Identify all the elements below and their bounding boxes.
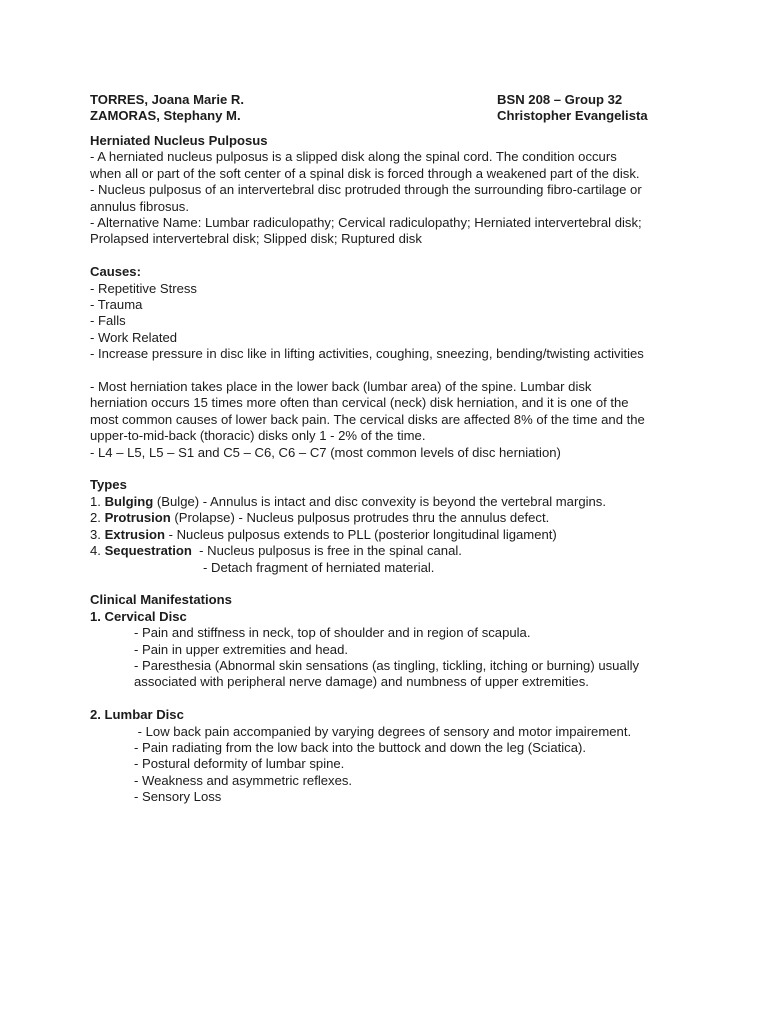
type-term: Bulging: [104, 493, 154, 509]
clinical-title: Clinical Manifestations: [90, 592, 232, 608]
cervical-line: - Pain in upper extremities and head.: [134, 641, 348, 657]
cervical-line: associated with peripheral nerve damage) and numbness of upper extremities.: [134, 674, 589, 690]
cause-item: - Increase pressure in disc like in lifting activities, coughing, sneezing, bending/twisting activities: [90, 346, 644, 362]
document-header: [90, 92, 690, 125]
cause-item: - Repetitive Stress: [90, 280, 197, 296]
hnp-section: [90, 133, 690, 248]
types-section: [90, 477, 690, 575]
type-item: [90, 494, 690, 510]
herniation-line: herniation occurs 15 times more often than cervical (neck) disk herniation, and it is one of the: [90, 395, 629, 411]
lumbar-line: - Low back pain accompanied by varying degrees of sensory and motor impairement.: [134, 723, 632, 739]
causes-section: [90, 264, 690, 362]
hnp-line: annulus fibrosus.: [90, 198, 189, 214]
clinical-section: [90, 592, 690, 805]
type-description: - Nucleus pulposus is free in the spinal canal.: [191, 543, 462, 559]
herniation-section: [90, 379, 690, 461]
cause-item: - Falls: [90, 313, 126, 329]
type-number: 2.: [90, 510, 105, 526]
hnp-line: when all or part of the soft center of a spinal disk is forced through a weakened part of the disk.: [90, 165, 640, 181]
herniation-line: most common causes of lower back pain. The cervical disks are affected 8% of the time and the: [90, 411, 645, 427]
type-item: [90, 527, 690, 543]
type-description: (Bulge) - Annulus is intact and disc convexity is beyond the vertebral margins.: [153, 493, 606, 509]
section-label: BSN 208 – Group 32: [497, 92, 623, 107]
type-item: [90, 510, 690, 526]
hnp-line: - Alternative Name: Lumbar radiculopathy; Cervical radiculopathy; Herniated intervertebral disk;: [90, 215, 642, 231]
instructor-name: Christopher Evangelista: [497, 108, 648, 124]
type-term: Extrusion: [104, 526, 165, 542]
student-name-2: ZAMORAS, Stephany M.: [90, 108, 241, 124]
cervical-line: - Pain and stiffness in neck, top of shoulder and in region of scapula.: [134, 625, 531, 641]
type-item: [90, 543, 690, 559]
lumbar-line: - Sensory Loss: [134, 789, 222, 805]
student-name-1: TORRES, Joana Marie R.: [90, 92, 245, 107]
lumbar-line: - Postural deformity of lumbar spine.: [134, 756, 345, 772]
hnp-line: - A herniated nucleus pulposus is a slipped disk along the spinal cord. The condition occurs: [90, 149, 617, 165]
cervical-line: - Paresthesia (Abnormal skin sensations (as tingling, tickling, itching or burning) usually: [134, 657, 640, 673]
type-number: 1.: [90, 493, 105, 509]
document-page: [90, 92, 690, 806]
cervical-title: 1. Cervical Disc: [90, 608, 187, 624]
lumbar-line: - Weakness and asymmetric reflexes.: [134, 772, 353, 788]
sequestration-extra: - Detach fragment of herniated material.: [203, 559, 435, 575]
type-term: Sequestration: [104, 543, 192, 559]
lumbar-line: - Pain radiating from the low back into the buttock and down the leg (Sciatica).: [134, 739, 586, 755]
hnp-line: - Nucleus pulposus of an intervertebral disc protruded through the surrounding fibro-cartilage or: [90, 182, 642, 198]
type-term: Protrusion: [104, 510, 171, 526]
herniation-line: upper-to-mid-back (thoracic) disks only 1 - 2% of the time.: [90, 428, 426, 444]
cause-item: - Trauma: [90, 297, 143, 313]
causes-title: Causes:: [90, 264, 141, 280]
herniation-line: - L4 – L5, L5 – S1 and C5 – C6, C6 – C7 (most common levels of disc herniation): [90, 444, 561, 460]
types-title: Types: [90, 477, 127, 493]
hnp-title: Herniated Nucleus Pulposus: [90, 133, 268, 148]
hnp-line: Prolapsed intervertebral disk; Slipped disk; Ruptured disk: [90, 231, 422, 247]
type-description: - Nucleus pulposus extends to PLL (posterior longitudinal ligament): [164, 526, 557, 542]
type-number: 4.: [90, 543, 105, 559]
cause-item: - Work Related: [90, 329, 178, 345]
type-description: (Prolapse) - Nucleus pulposus protrudes thru the annulus defect.: [170, 510, 550, 526]
herniation-line: - Most herniation takes place in the lower back (lumbar area) of the spine. Lumbar disk: [90, 379, 592, 395]
type-number: 3.: [90, 526, 105, 542]
lumbar-title: 2. Lumbar Disc: [90, 707, 184, 723]
